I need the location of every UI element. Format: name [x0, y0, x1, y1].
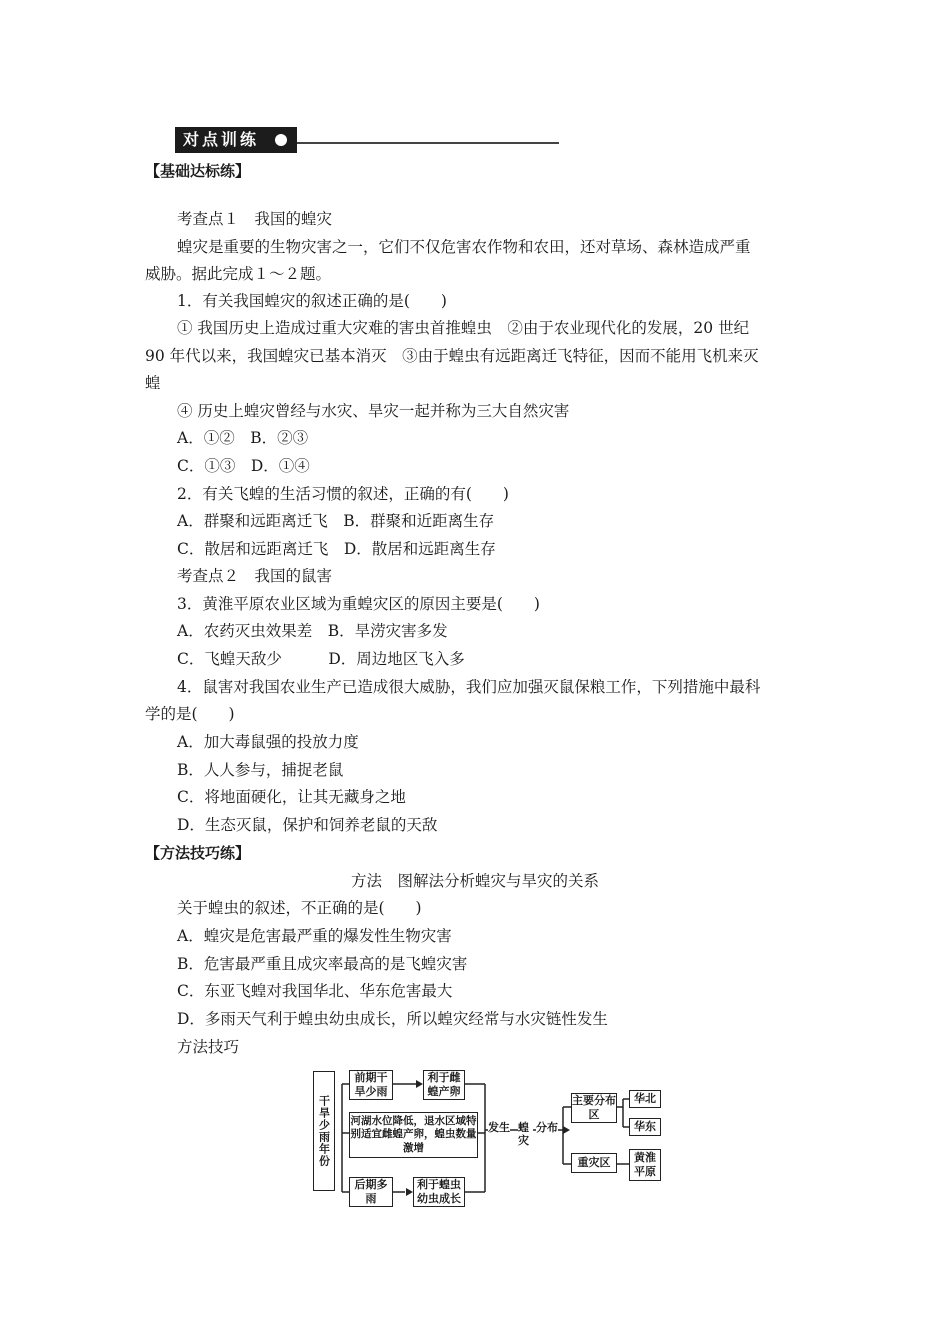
- box-huanghuai-plain: 黄淮平原: [629, 1149, 661, 1181]
- box-north-china: 华北: [629, 1090, 661, 1108]
- q3-options-ab: A．农药灭虫效果差 B．旱涝灾害多发: [177, 622, 448, 640]
- method-option-c: C．东亚飞蝗对我国华北、华东危害最大: [177, 982, 453, 1000]
- method-option-b: B．危害最严重且成灾率最高的是飞蝗灾害: [177, 955, 468, 973]
- q3-options-cd: C．飞蝗天敌少 D．周边地区飞入多: [177, 650, 465, 668]
- q4-option-c: C．将地面硬化，让其无藏身之地: [177, 788, 406, 806]
- label-locust-disaster: 蝗灾: [518, 1121, 529, 1147]
- box-severe-area: 重灾区: [571, 1153, 617, 1173]
- label-occur: 发生: [488, 1121, 510, 1134]
- banner-dot-icon: [275, 134, 287, 146]
- method-option-a: A．蝗灾是危害最严重的爆发性生物灾害: [177, 927, 452, 945]
- method-option-d: D．多雨天气利于蝗虫幼虫成长，所以蝗灾经常与水灾链性发生: [177, 1010, 608, 1028]
- label-distribute: 分布: [536, 1121, 558, 1134]
- q1-statement-1: ① 我国历史上造成过重大灾难的害虫首推蝗虫 ②由于农业现代化的发展，20 世纪: [177, 319, 750, 337]
- locust-drought-diagram: [313, 1067, 665, 1207]
- q4-option-b: B．人人参与，捕捉老鼠: [177, 761, 344, 779]
- section-basic: 【基础达标练】: [145, 162, 251, 180]
- method-title: 方法 图解法分析蝗灾与旱灾的关系: [350, 872, 599, 890]
- box-late-rain: 后期多雨: [349, 1177, 393, 1207]
- method-tips: 方法技巧: [177, 1038, 240, 1056]
- section-banner: [175, 127, 560, 153]
- intro-line-1: 蝗灾是重要的生物灾害之一，它们不仅危害农作物和农田，还对草场、森林造成严重: [177, 238, 751, 256]
- topic-2: 考查点２ 我国的鼠害: [177, 567, 333, 585]
- q3-stem: 3．黄淮平原农业区域为重蝗灾区的原因主要是( ): [177, 595, 540, 613]
- box-lake-level: 河湖水位降低，退水区域特别适宜雌蝗产卵，蝗虫数量激增: [349, 1112, 478, 1158]
- topic-1: 考查点１ 我国的蝗灾: [177, 210, 333, 228]
- q1-options-ab: A．①② B．②③: [177, 429, 309, 447]
- box-drought-year-label: 干旱少雨年份: [317, 1095, 331, 1167]
- q2-stem: 2．有关飞蝗的生活习惯的叙述，正确的有( ): [177, 485, 509, 503]
- banner-title: 对点训练: [175, 127, 297, 153]
- q4-option-d: D．生态灭鼠，保护和饲养老鼠的天敌: [177, 816, 438, 834]
- q1-stem: 1．有关我国蝗灾的叙述正确的是( ): [177, 292, 447, 310]
- q4-option-a: A．加大毒鼠强的投放力度: [177, 733, 359, 751]
- q1-options-cd: C．①③ D．①④: [177, 457, 310, 475]
- intro-line-2: 威胁。据此完成１～２题。: [145, 265, 332, 283]
- box-early-drought: 前期干旱少雨: [349, 1070, 393, 1100]
- box-east-china: 华东: [629, 1118, 661, 1136]
- q2-options-cd: C．散居和远距离迁飞 D．散居和远距离生存: [177, 540, 496, 558]
- q4-stem-2: 学的是( ): [145, 705, 235, 723]
- box-main-area: 主要分布区: [572, 1094, 616, 1121]
- q4-stem-1: 4．鼠害对我国农业生产已造成很大威胁，我们应加强灭鼠保粮工作，下列措施中最科: [177, 678, 761, 696]
- box-larva-growth: 利于蝗虫幼虫成长: [413, 1177, 465, 1207]
- q1-statement-2: 90 年代以来，我国蝗灾已基本消灭 ③由于蝗虫有远距离迁飞特征，因而不能用飞机来灭: [145, 347, 759, 365]
- q2-options-ab: A．群聚和远距离迁飞 B．群聚和近距离生存: [177, 512, 495, 530]
- box-female-lay: 利于雌蝗产卵: [423, 1070, 465, 1100]
- box-drought-year: [313, 1071, 335, 1191]
- q1-statement-3: 蝗: [145, 374, 161, 392]
- banner-rule: [297, 142, 559, 144]
- method-stem: 关于蝗虫的叙述，不正确的是( ): [177, 899, 422, 917]
- section-method: 【方法技巧练】: [145, 844, 251, 862]
- q1-statement-4: ④ 历史上蝗灾曾经与水灾、旱灾一起并称为三大自然灾害: [177, 402, 570, 420]
